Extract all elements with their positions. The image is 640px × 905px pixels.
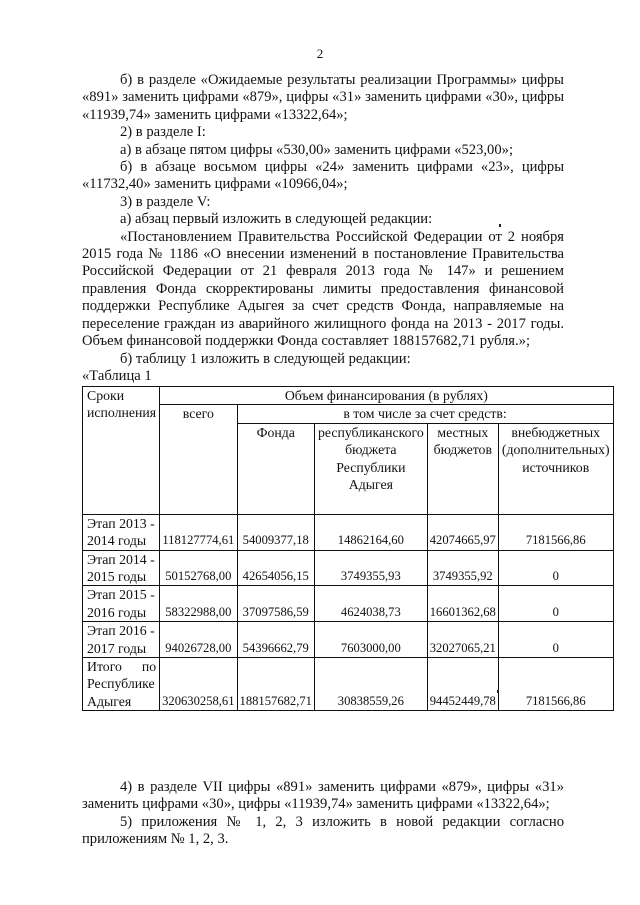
cell-republic: 14862164,60 <box>314 514 427 550</box>
table-row-total <box>83 658 614 711</box>
table-row <box>83 586 614 622</box>
cell-local: 94452449,78 <box>427 658 498 711</box>
row-period: Этап 2016 - 2017 годы <box>83 622 160 658</box>
paragraph-a-fifth: а) в абзаце пятом цифры «530,00» заменить цифрами «523,00»; <box>120 141 513 158</box>
cell-total: 50152768,00 <box>160 550 237 586</box>
document-body <box>82 72 564 385</box>
header-financing-volume: Объем финансирования (в рублях) <box>160 387 613 405</box>
cell-fund: 37097586,59 <box>237 586 314 622</box>
header-fund: Фонда <box>237 423 314 514</box>
cell-extra: 0 <box>498 550 613 586</box>
header-local-budgets: местных бюджетов <box>427 423 498 514</box>
header-total: всего <box>160 405 237 514</box>
paragraph-government-decree: «Постановлением Правительства Российской Федерации от 2 ноября 2015 года № 1186 «О внесении изменений в постановление Правительства Российской Федерации от 21 февраля 2013 года № 147» и решением правления Фонда скорректированы лимиты предоставления финансовой поддержки Республике Адыгея за счет средств Фонда, направляемые на переселение граждан из аварийного жилищного фонда на 2013 - 2017 годы. Объем финансовой поддержки Фонда составляет 188157682,71 рубля.»; <box>82 228 564 350</box>
cell-local: 3749355,92 <box>427 550 498 586</box>
cell-fund: 54009377,18 <box>237 514 314 550</box>
cell-republic: 30838559,26 <box>314 658 427 711</box>
header-including: в том числе за счет средств: <box>237 405 613 423</box>
cell-total: 118127774,61 <box>160 514 237 550</box>
paragraph-appendices: 5) приложения № 1, 2, 3 изложить в новой редакции согласно приложениям № 1, 2, 3. <box>82 813 564 848</box>
cell-extra: 0 <box>498 622 613 658</box>
row-period: Этап 2013 - 2014 годы <box>83 514 160 550</box>
cell-local: 32027065,21 <box>427 622 498 658</box>
table-header-row-1 <box>83 387 614 405</box>
cell-total: 320630258,61 <box>160 658 237 711</box>
cell-republic: 3749355,93 <box>314 550 427 586</box>
table-row <box>83 514 614 550</box>
document-body-after-table <box>82 779 564 849</box>
cell-local: 42074665,97 <box>427 514 498 550</box>
cell-republic: 4624038,73 <box>314 586 427 622</box>
cell-republic: 7603000,00 <box>314 622 427 658</box>
cell-fund: 188157682,71 <box>237 658 314 711</box>
page-number: 2 <box>316 46 324 61</box>
cell-fund: 42654056,15 <box>237 550 314 586</box>
cell-local: 16601362,68 <box>427 586 498 622</box>
header-period: Сроки исполнения <box>83 387 160 515</box>
cell-total: 94026728,00 <box>160 622 237 658</box>
table-row <box>83 622 614 658</box>
scan-speck <box>497 690 499 693</box>
paragraph-b-eighth: б) в абзаце восьмом цифры «24» заменить цифрами «23», цифры «11732,40» заменить цифрами «10966,04»; <box>82 159 564 193</box>
cell-fund: 54396662,79 <box>237 622 314 658</box>
cell-total: 58322988,00 <box>160 586 237 622</box>
table-caption: «Таблица 1 <box>82 367 152 384</box>
row-period: Этап 2015 - 2016 годы <box>83 586 160 622</box>
paragraph-section-7: 4) в разделе VII цифры «891» заменить цифрами «879», цифры «31» заменить цифрами «30», цифры «11939,74» заменить цифрами «13322,64»; <box>82 779 564 813</box>
header-republic-budget: республиканского бюджета Республики Адыгея <box>314 423 427 514</box>
paragraph-b-table: б) таблицу 1 изложить в следующей редакции: <box>120 350 411 367</box>
paragraph-a-first: а) абзац первый изложить в следующей редакции: <box>120 211 433 228</box>
paragraph-section-5: 3) в разделе V: <box>120 193 211 210</box>
cell-extra: 7181566,86 <box>498 514 613 550</box>
header-extra-sources: внебюджетных (дополнительных) источников <box>498 423 613 514</box>
cell-extra: 0 <box>498 586 613 622</box>
row-period: Этап 2014 - 2015 годы <box>83 550 160 586</box>
financing-table <box>82 386 614 711</box>
paragraph-b-expected-results: б) в разделе «Ожидаемые результаты реализации Программы» цифры «891» заменить цифрами «879», цифры «31» заменить цифрами «30», цифры «11939,74» заменить цифрами «13322,64»; <box>82 72 564 123</box>
scan-speck <box>499 224 501 227</box>
paragraph-section-1: 2) в разделе I: <box>120 124 206 141</box>
cell-extra: 7181566,86 <box>498 658 613 711</box>
table-row <box>83 550 614 586</box>
table-header-row-2 <box>83 405 614 423</box>
row-period: Итого по Республике Адыгея <box>83 658 160 711</box>
